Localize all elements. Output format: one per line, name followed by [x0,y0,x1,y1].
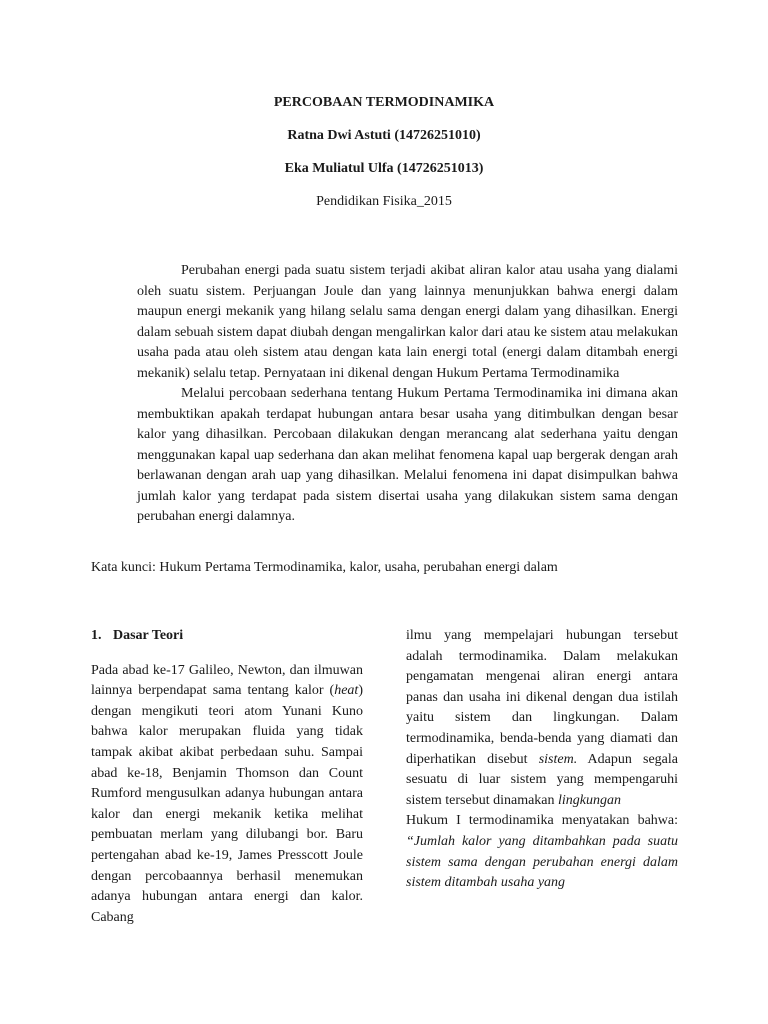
keywords: Kata kunci: Hukum Pertama Termodinamika, kalor, usaha, perubahan energi dalam [91,560,558,575]
author-2: Eka Muliatul Ulfa (14726251013) [284,161,484,176]
paper-title: PERCOBAAN TERMODINAMIKA [273,95,495,110]
abstract [137,261,678,528]
text-run: Adapun segala sesuatu di luar sistem yang mempengaruhi sistem tersebut dinamakan [406,751,678,808]
section-heading [91,626,363,647]
author-1: Ratna Dwi Astuti (14726251010) [287,128,481,143]
term-lingkungan: lingkungan [558,792,622,808]
abstract-paragraph-2: Melalui percobaan sederhana tentang Hukum Pertama Termodinamika ini dimana akan membuktikan apakah terdapat hubungan antara besar usaha yang ditimbulkan dengan besar kalor yang dihasilkan. Percobaan dilakukan dengan merancang alat sederhana yaitu dengan menggunakan kapal uap sederhana dan akan melihat fenomena kapal uap bergerak dengan arah berlawanan dengan arah uap yang dihasilkan. Melalui fenomena ini dapat disimpulkan bahwa jumlah kalor yang terdapat pada sistem disertai usaha yang dilakukan sistem sama dengan perubahan energi dalamnya. [137,386,678,524]
section-title: Dasar Teori [113,628,184,643]
text-run: ) dengan mengikuti teori atom Yunani Kuno bahwa kalor merupakan fluida yang tidak tampak akibat akibat perbedaan suhu. Sampai abad ke-18, Benjamin Thomson dan Count Rumford mengusulkan adanya hubungan antara kalor dan energi mekanik ketika melihat pembuatan merlam yang dilubangi bor. Baru pertengahan abad ke-19, James Presscott Joule dengan percobaannya berhasil menemukan adanya hubungan antara energi dan kalor. Cabang [91,683,363,925]
term-heat: heat [334,683,359,699]
section-number: 1. [91,628,102,643]
law-quote: “Jumlah kalor yang ditambahkan pada suatu sistem sama dengan perubahan energi dalam sistem ditambah usaha yang [406,833,678,891]
text-run: Hukum I termodinamika menyatakan bahwa: [406,813,678,829]
affiliation: Pendidikan Fisika_2015 [316,194,452,209]
abstract-paragraph-1: Perubahan energi pada suatu sistem terjadi akibat aliran kalor atau usaha yang dialami oleh suatu sistem. Perjuangan Joule dan yang lainnya menunjukkan bahwa energi dalam maupun energi mekanik yang hilang selalu sama dengan energi dalam yang dihasilkan. Energi dalam sebuah sistem dapat diubah dengan mengalirkan kalor dari atau ke sistem atau melakukan usaha pada atau oleh sistem atau dengan kata lain energi total (energi dalam ditambah energi mekanik) selalu tetap. Pernyataan ini dikenal dengan Hukum Pertama Termodinamika [137,263,678,381]
text-run: Pada abad ke-17 Galileo, Newton, dan ilmuwan lainnya berpendapat sama tentang kalor ( [91,662,363,699]
left-column [91,626,363,928]
body-paragraph-right [406,626,678,811]
term-sistem: sistem. [538,751,578,767]
law-statement [406,811,678,893]
body-paragraph-left [91,661,363,929]
text-run: ilmu yang mempelajari hubungan tersebut adalah termodinamika. Dalam melakukan pengamatan mengenai aliran energi antara panas dan usaha ini dikenal dengan dua istilah yaitu sistem dan lingkungan. Dalam termodinamika, benda-benda yang diamati dan diperhatikan disebut [406,628,678,767]
right-column [406,626,678,894]
